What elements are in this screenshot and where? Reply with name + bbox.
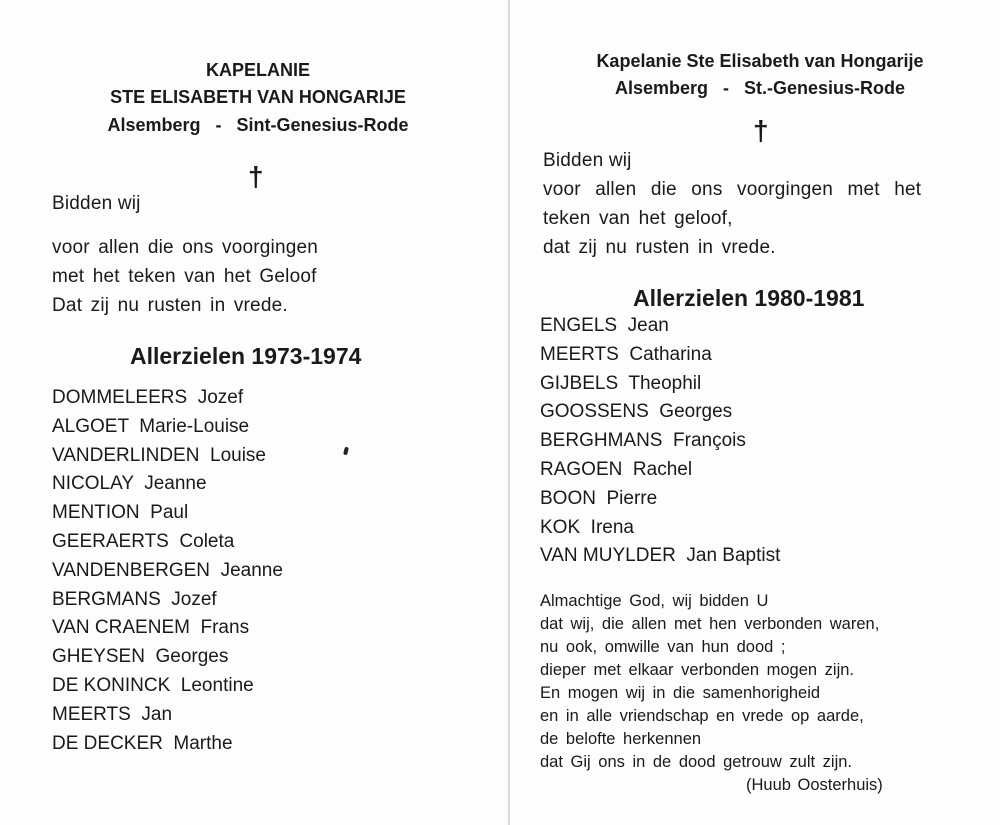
ink-speck	[343, 447, 349, 456]
list-item: GEERAERTS Coleta	[52, 530, 235, 552]
prayer-line-7: de belofte herkennen	[540, 730, 702, 748]
prayer-line-6: en in alle vriendschap en vrede op aarde,	[540, 707, 864, 725]
list-item: GHEYSEN Georges	[52, 646, 229, 668]
right-cross-icon: †	[753, 115, 769, 146]
list-item: MEERTS Catharina	[540, 343, 712, 365]
list-item: KOK Irena	[540, 516, 634, 538]
list-item: DE DECKER Marthe	[52, 732, 233, 754]
left-header-line3: Alsemberg - Sint-Genesius-Rode	[107, 115, 409, 135]
right-verse-4: dat zij nu rusten in vrede.	[543, 237, 776, 258]
list-item: DE KONINCK Leontine	[52, 674, 254, 696]
left-header-line2: STE ELISABETH VAN HONGARIJE	[110, 87, 406, 107]
list-item: MEERTS Jan	[52, 703, 173, 725]
prayer-line-3: nu ook, omwille van hun dood ;	[540, 638, 786, 656]
prayer-line-5: En mogen wij in die samenhorigheid	[540, 684, 821, 702]
right-verse-1: Bidden wij	[543, 150, 632, 171]
prayer-line-2: dat wij, die allen met hen verbonden waren,	[540, 615, 880, 633]
list-item: RAGOEN Rachel	[540, 458, 693, 480]
left-verse-2: met het teken van het Geloof	[52, 266, 317, 287]
list-item: MENTION Paul	[52, 502, 189, 524]
list-item: DOMMELEERS Jozef	[52, 387, 244, 408]
left-section-title: Allerzielen 1973-1974	[130, 343, 362, 369]
list-item: BERGMANS Jozef	[52, 588, 217, 610]
right-verse-2: voor allen die ons voorgingen met het	[543, 179, 922, 200]
left-verse-3: Dat zij nu rusten in vrede.	[52, 295, 288, 316]
prayer-line-4: dieper met elkaar verbonden mogen zijn.	[540, 661, 855, 679]
left-cross-icon: †	[248, 161, 264, 192]
prayer-line-8: dat Gij ons in de dood getrouw zult zijn.	[540, 753, 853, 771]
list-item: GIJBELS Theophil	[540, 372, 702, 394]
list-item: GOOSSENS Georges	[540, 401, 733, 423]
list-item: NICOLAY Jeanne	[52, 473, 207, 495]
left-header-line1: KAPELANIE	[205, 60, 310, 80]
right-memorial-card	[510, 0, 1000, 825]
list-item: BOON Pierre	[540, 487, 658, 509]
left-intro: Bidden wij	[52, 193, 141, 214]
list-item: VANDENBERGEN Jeanne	[52, 559, 283, 581]
right-names-list	[540, 312, 780, 571]
right-header-line2: Alsemberg - St.-Genesius-Rode	[614, 78, 906, 98]
prayer-attribution: (Huub Oosterhuis)	[746, 776, 883, 794]
list-item: VAN CRAENEM Frans	[52, 617, 250, 639]
list-item: VAN MUYLDER Jan Baptist	[540, 545, 781, 567]
right-verse-3: teken van het geloof,	[543, 208, 733, 229]
list-item: ENGELS Jean	[540, 315, 669, 336]
list-item: BERGHMANS François	[540, 430, 746, 452]
list-item: VANDERLINDEN Louise	[52, 444, 267, 466]
left-names-list	[52, 384, 283, 758]
list-item: ALGOET Marie-Louise	[52, 415, 250, 437]
left-verse-1: voor allen die ons voorgingen	[52, 237, 319, 258]
prayer-line-1: Almachtige God, wij bidden U	[540, 592, 769, 610]
right-section-title: Allerzielen 1980-1981	[633, 285, 865, 311]
right-header-line1: Kapelanie Ste Elisabeth van Hongarije	[596, 51, 924, 71]
